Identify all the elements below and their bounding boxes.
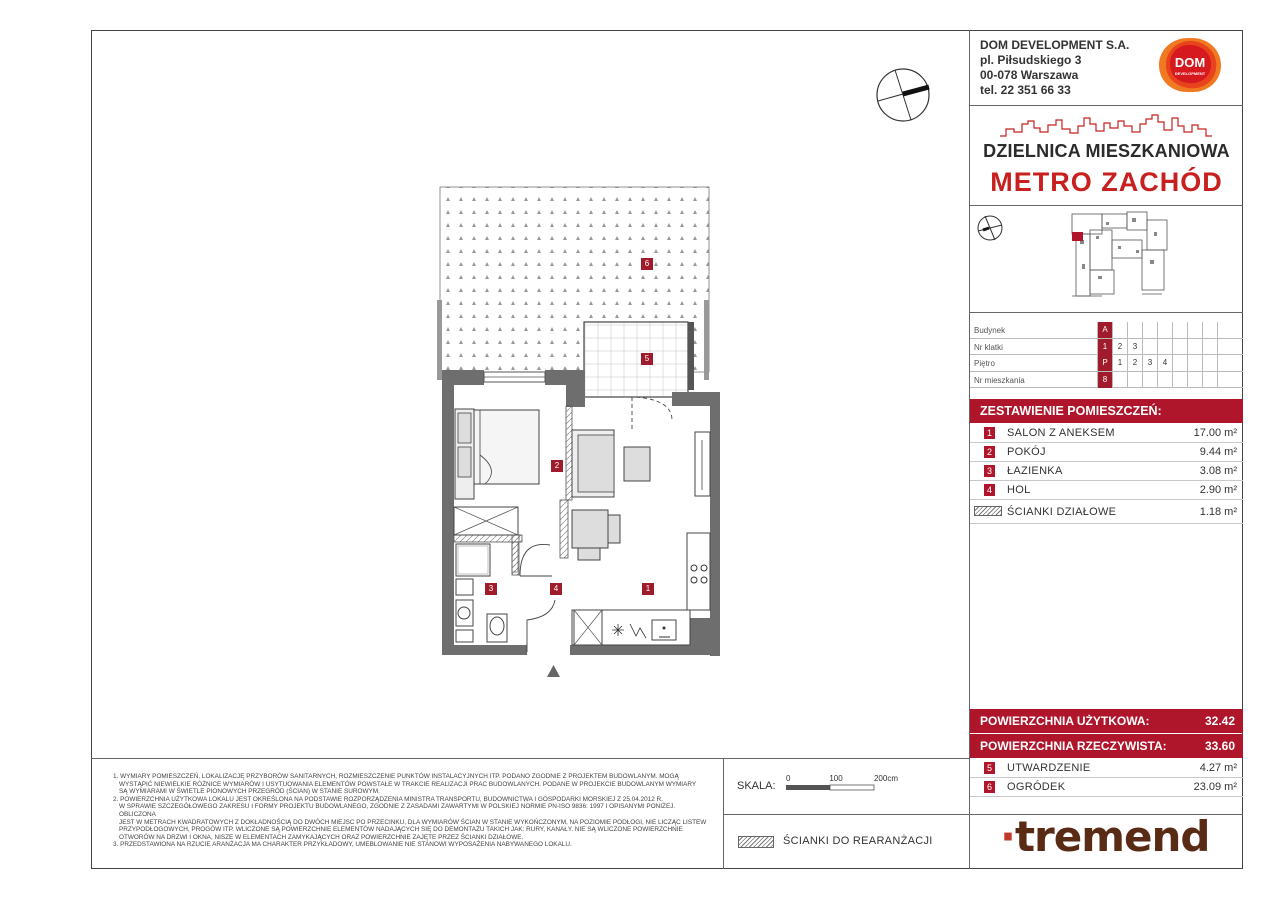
extra-row xyxy=(970,759,1243,778)
note-line: W SPRAWIE SZCZEGÓŁOWEGO ZAKRESU I FORMY PROJEKTU BUDOWLANEGO, ZGODNIE Z ZASADAMI ZAWARTYMI W POLSKIEJ NORMIE PN-ISO 9836: 1997 I OPISANYMI PONIŻEJ. OBLICZONA xyxy=(119,803,676,818)
param-cell-empty xyxy=(1202,339,1217,355)
note-line: 2. POWIERZCHNIA UŻYTKOWA LOKALU JEST OKREŚLONA NA PODSTAWIE ROZPORZĄDZENIA MINISTRA TRANSPORTU, BUDOWNICTWA I GOSPODARKI MORSKIEJ Z 25.04.2012 R. xyxy=(113,795,663,803)
param-row-staircase xyxy=(970,339,1243,356)
extra-name: OGRÓDEK xyxy=(1007,781,1066,793)
compass-icon xyxy=(873,65,933,125)
room-number: 1 xyxy=(984,427,995,439)
param-cell-empty xyxy=(1217,339,1232,355)
usable-area-label: POWIERZCHNIA UŻYTKOWA: xyxy=(980,714,1150,728)
plan-tag-5: 5 xyxy=(641,353,653,365)
param-cell: 3 xyxy=(1142,355,1157,371)
keyplan-divider xyxy=(969,312,1243,313)
extra-area: 23.09 m² xyxy=(1193,781,1237,793)
room-area: 17.00 m² xyxy=(1193,427,1237,439)
param-cell-empty xyxy=(1157,372,1172,388)
param-row-building xyxy=(970,322,1243,339)
param-cell-empty xyxy=(1187,355,1202,371)
param-cell-empty xyxy=(1202,355,1217,371)
param-cell: 2 xyxy=(1127,355,1142,371)
tremend-logo-text: tremend xyxy=(1014,812,1210,861)
dom-development-logo xyxy=(1155,35,1225,95)
note-line: 3. PRZEDSTAWIONA NA RZUCIE ARANŻACJA MA CHARAKTER PRZYKŁADOWY, UMEBLOWANIE NIE STANOWI WYPOSAŻENIA NABYWANEGO LOKALU. xyxy=(113,841,572,849)
bed xyxy=(472,410,539,484)
scale-tick-0: 0 xyxy=(786,774,791,783)
room-area: 3.08 m² xyxy=(1199,465,1237,477)
param-row-apartment xyxy=(970,372,1243,389)
param-cell-empty xyxy=(1112,322,1127,338)
note-line: SĄ WYMIARAMI W ŚWIETLE PIONOWYCH PRZEGRÓD (ŚCIAN) W STANIE SUROWYM. xyxy=(119,788,380,796)
room-name: HOL xyxy=(1007,484,1031,496)
dining-table xyxy=(572,510,608,548)
plan-tag-6: 6 xyxy=(641,258,653,270)
rooms-header: ZESTAWIENIE POMIESZCZEŃ: xyxy=(970,399,1243,423)
param-cell-empty xyxy=(1142,322,1157,338)
param-cell-empty xyxy=(1217,372,1232,388)
param-cell-empty xyxy=(1127,372,1142,388)
param-cell-empty xyxy=(1202,372,1217,388)
scale-divider xyxy=(723,814,969,815)
room-row xyxy=(970,481,1243,500)
partitions-row xyxy=(970,500,1243,524)
param-cell-empty xyxy=(1127,322,1142,338)
param-cell: 3 xyxy=(1127,339,1142,355)
room-area: 2.90 m² xyxy=(1199,484,1237,496)
param-cell-empty xyxy=(1172,372,1187,388)
keyplan-map xyxy=(1062,210,1172,302)
dom-logo-text: DOM xyxy=(1174,55,1206,70)
actual-area-row xyxy=(970,734,1243,758)
note-line: OTWORÓW NA DRZWI I OKNA, NISZE W ELEMENTACH ZAMYKAJĄCYCH ORAZ POWIERZCHNIE ZAJĘTE PRZEZ ŚCIANKI DZIAŁOWE. xyxy=(119,833,524,841)
note-line: JEST W METRACH KWADRATOWYCH Z DOKŁADNOŚCIĄ DO DWÓCH MIEJSC PO PRZECINKU, DLA WYMIARÓW ŚCIAN W STANIE WYKOŃCZONYM, NA POZIOMIE PODŁOGI, NIE LICZĄC LISTEW xyxy=(119,818,707,826)
plan-tag-1: 1 xyxy=(642,583,654,595)
room-row xyxy=(970,443,1243,462)
room-row xyxy=(970,424,1243,443)
plan-tag-4: 4 xyxy=(550,583,562,595)
room-number: 3 xyxy=(984,465,995,477)
entrance-arrow-icon xyxy=(547,665,560,677)
param-cell-empty xyxy=(1187,372,1202,388)
param-label: Nr mieszkania xyxy=(974,375,1025,385)
note-line: 1. WYMIARY POMIESZCZEŃ, LOKALIZACJĘ PRZYBORÓW SANITARNYCH, ROZMIESZCZENIE PUNKTÓW INSTALACYJNYCH ITP. PODANO ZGODNIE Z PROJEKTEM BUDOWLANYM. MOGĄ xyxy=(113,773,679,780)
room-row xyxy=(970,462,1243,481)
extra-row xyxy=(970,778,1243,797)
param-cell-selected: A xyxy=(1097,322,1112,338)
param-cell-empty xyxy=(1217,355,1232,371)
param-cell-empty xyxy=(1217,322,1232,338)
extra-number: 6 xyxy=(984,781,995,793)
param-cell-empty xyxy=(1202,322,1217,338)
shower xyxy=(456,544,490,576)
usable-area-value: 32.42 xyxy=(1204,714,1235,728)
dom-logo-subtext: DEVELOPMENT xyxy=(1174,71,1206,76)
apartment-params xyxy=(970,322,1243,388)
param-label: Nr klatki xyxy=(974,342,1003,352)
tremend-logo: ·tremend xyxy=(1000,812,1210,861)
terrace-tiles xyxy=(584,322,688,397)
legend-hatch-swatch xyxy=(738,836,774,848)
note-line: PRZYPODŁOGOWYCH, PROGÓW ITP. WLICZONE SĄ POWIERZCHNIE ELEMENTÓW NADAJĄCYCH SIĘ DO DEMONTAŻU TAKICH JAK: RURY, KANAŁY. NIE SĄ WLICZONE POWIERZCHNIE xyxy=(119,826,683,834)
scale-tick-100: 100 xyxy=(829,774,843,783)
param-cell-empty xyxy=(1187,339,1202,355)
param-cell-empty xyxy=(1142,339,1157,355)
brand-divider xyxy=(969,205,1243,206)
param-cell: 1 xyxy=(1112,355,1127,371)
param-cell-empty xyxy=(1112,372,1127,388)
param-cell: 4 xyxy=(1157,355,1172,371)
scale-tick-200: 200cm xyxy=(873,774,899,783)
usable-area-row xyxy=(970,709,1243,733)
company-address2: 00-078 Warszawa xyxy=(980,68,1079,82)
param-cell-empty xyxy=(1157,339,1172,355)
scale-bar xyxy=(782,772,912,794)
param-cell-empty xyxy=(1157,322,1172,338)
actual-area-value: 33.60 xyxy=(1204,739,1235,753)
param-cell-selected: 1 xyxy=(1097,339,1112,355)
param-cell-empty xyxy=(1172,322,1187,338)
param-cell-empty xyxy=(1187,322,1202,338)
param-label: Piętro xyxy=(974,359,995,368)
floor-plan xyxy=(430,180,730,680)
partitions-hatch-swatch xyxy=(974,506,1002,516)
actual-area-label: POWIERZCHNIA RZECZYWISTA: xyxy=(980,739,1167,753)
partitions-area: 1.18 m² xyxy=(1199,506,1237,518)
project-line1: DZIELNICA MIESZKANIOWA xyxy=(983,141,1230,161)
keyplan-compass-icon xyxy=(975,213,1005,243)
scale-label: SKALA: xyxy=(737,780,776,792)
company-address1: pl. Piłsudskiego 3 xyxy=(980,53,1082,67)
company-info xyxy=(980,38,1129,98)
room-name: POKÓJ xyxy=(1007,446,1046,458)
partitions-name: ŚCIANKI DZIAŁOWE xyxy=(1007,506,1117,518)
plan-tag-3: 3 xyxy=(485,583,497,595)
note-line: WYSTĄPIĆ NIEWIELKIE RÓŻNICE WYMIARÓW I USYTUOWANIA ELEMENTÓW POWSTAŁE W TRAKCIE REALIZACJI PRAC BUDOWLANYCH. PODANE W PROJEKCIE BUDOWLANYM WYMIARY xyxy=(119,780,697,788)
extras-list xyxy=(970,759,1243,797)
param-cell-empty xyxy=(1172,355,1187,371)
room-number: 2 xyxy=(984,446,995,458)
plan-tag-2: 2 xyxy=(551,460,563,472)
param-label: Budynek xyxy=(974,326,1006,335)
kitchen-counter xyxy=(687,533,710,610)
company-name: DOM DEVELOPMENT S.A. xyxy=(980,38,1130,52)
param-cell-selected: P xyxy=(1097,355,1112,371)
bottom-divider xyxy=(91,758,969,759)
project-line2: METRO ZACHÓD xyxy=(990,167,1223,197)
extra-area: 4.27 m² xyxy=(1199,762,1237,774)
extra-name: UTWARDZENIE xyxy=(1007,762,1091,774)
rooms-list xyxy=(970,424,1243,524)
room-area: 9.44 m² xyxy=(1199,446,1237,458)
company-divider xyxy=(969,105,1243,106)
disclaimer-notes xyxy=(113,773,711,849)
param-cell-empty xyxy=(1172,339,1187,355)
room-number: 4 xyxy=(984,484,995,496)
param-cell-empty xyxy=(1142,372,1157,388)
extra-number: 5 xyxy=(984,762,995,774)
room-name: SALON Z ANEKSEM xyxy=(1007,427,1115,439)
company-phone: tel. 22 351 66 33 xyxy=(980,83,1071,97)
param-cell-selected: 8 xyxy=(1097,372,1112,388)
room-name: ŁAZIENKA xyxy=(1007,465,1063,477)
param-row-floor xyxy=(970,355,1243,372)
param-cell: 2 xyxy=(1112,339,1127,355)
skyline-graphic xyxy=(1000,112,1212,138)
legend-label: ŚCIANKI DO REARANŻACJI xyxy=(783,835,933,847)
